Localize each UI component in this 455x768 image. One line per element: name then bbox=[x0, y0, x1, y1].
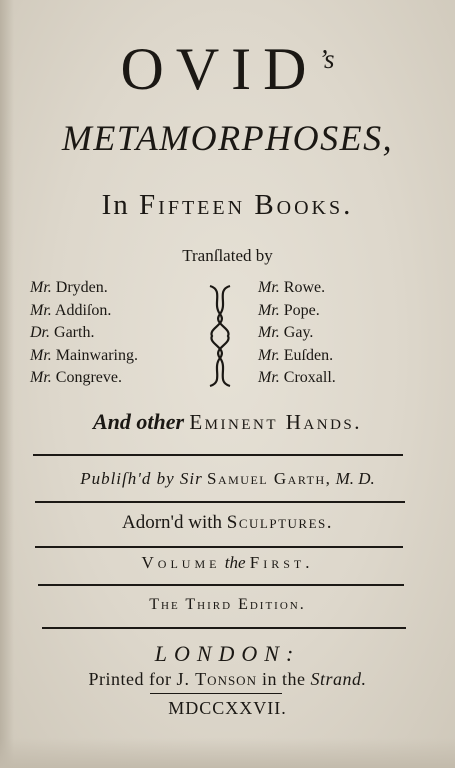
volume-line bbox=[0, 551, 455, 575]
translated-by: Tranſlated by bbox=[182, 246, 273, 265]
books-books: Books. bbox=[254, 189, 354, 221]
translator-row: Mr. Croxall. bbox=[258, 369, 336, 386]
volume-the: the bbox=[224, 553, 246, 572]
rule-published bbox=[35, 501, 405, 503]
adorned-line bbox=[0, 510, 455, 536]
translators-left bbox=[30, 277, 138, 390]
translator-row: Mr. Gay. bbox=[258, 324, 314, 341]
rule-adorned bbox=[35, 546, 403, 548]
imprint-printed bbox=[0, 667, 455, 691]
books-fifteen: Fifteen bbox=[139, 189, 246, 221]
translator-row: Mr. Dryden. bbox=[30, 279, 108, 296]
published-prefix: Publiſh'd by Sir bbox=[80, 469, 203, 488]
rule-imprint bbox=[150, 693, 282, 694]
translator-row: Mr. Congreve. bbox=[30, 369, 122, 386]
translator-row: Dr. Garth. bbox=[30, 324, 95, 341]
volume-word: Volume bbox=[141, 553, 221, 572]
translator-row: Mr. Addiſon. bbox=[30, 301, 112, 319]
printer-name: J. Tonson bbox=[176, 669, 257, 689]
printed-prefix: Printed for bbox=[88, 669, 172, 689]
rule-edition bbox=[42, 627, 406, 629]
imprint-date: MDCCXXVII. bbox=[168, 698, 287, 718]
printed-in-the: in the bbox=[261, 669, 306, 689]
translator-row: Mr. Rowe. bbox=[258, 279, 326, 296]
published-name: Samuel Garth, bbox=[207, 469, 332, 488]
rule-top-double bbox=[33, 454, 403, 456]
title-possessive: ’s bbox=[318, 44, 335, 74]
printed-street: Strand. bbox=[310, 669, 367, 689]
books-in: In bbox=[101, 189, 130, 221]
page-bottom-shadow bbox=[0, 738, 455, 768]
published-by bbox=[0, 467, 455, 491]
adorned-sculptures: Sculptures. bbox=[226, 512, 333, 533]
translator-row: Mr. Mainwaring. bbox=[30, 346, 138, 364]
eminent-hands-text: Eminent Hands. bbox=[189, 410, 362, 434]
published-suffix: M. D. bbox=[335, 469, 375, 488]
edition-line: The Third Edition. bbox=[149, 596, 306, 613]
translators-right bbox=[258, 277, 336, 390]
eminent-hands bbox=[0, 409, 455, 435]
double-brace-icon bbox=[202, 284, 238, 388]
translator-row: Mr. Pope. bbox=[258, 301, 320, 319]
adorned-prefix: Adorn'd with bbox=[122, 512, 223, 533]
volume-first: First. bbox=[249, 553, 314, 572]
rule-volume bbox=[38, 584, 404, 586]
eminent-prefix: And other bbox=[93, 409, 185, 434]
translator-row: Mr. Euſden. bbox=[258, 346, 334, 364]
title bbox=[0, 36, 455, 102]
books-line bbox=[0, 188, 455, 222]
subtitle: METAMORPHOSES, bbox=[61, 118, 394, 158]
title-name: OVID bbox=[120, 36, 319, 102]
imprint-city: LONDON: bbox=[154, 641, 301, 666]
